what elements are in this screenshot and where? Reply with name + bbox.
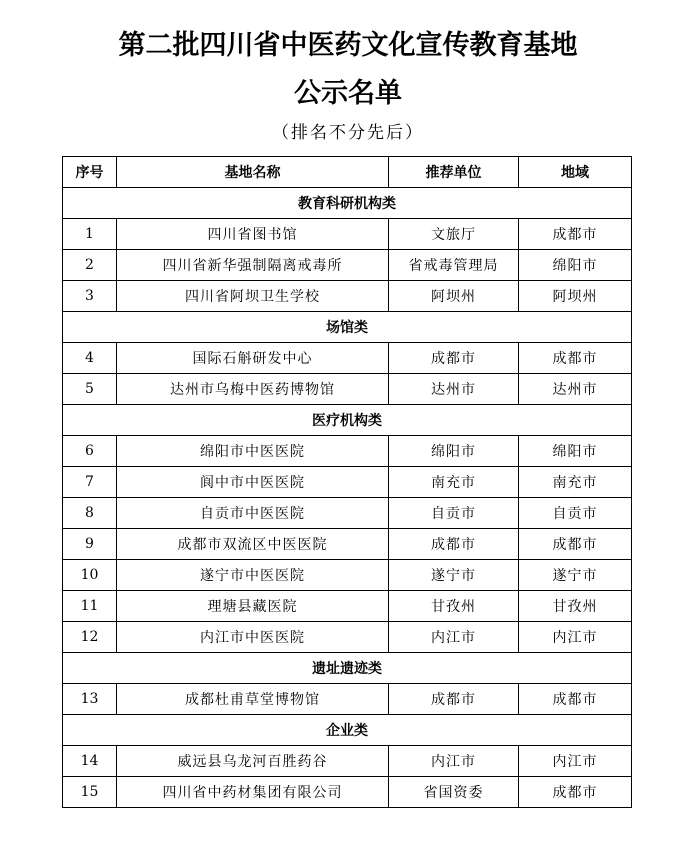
cell-number: 7	[63, 467, 117, 498]
cell-number: 2	[63, 250, 117, 281]
cell-number: 14	[63, 746, 117, 777]
cell-base-name: 遂宁市中医医院	[117, 560, 389, 591]
category-label: 教育科研机构类	[63, 188, 632, 219]
table-row	[63, 591, 632, 622]
cell-number: 1	[63, 219, 117, 250]
column-header-unit: 推荐单位	[389, 157, 519, 188]
table-row	[63, 746, 632, 777]
table-row	[63, 529, 632, 560]
column-header-no: 序号	[63, 157, 117, 188]
cell-region: 成都市	[519, 219, 632, 250]
cell-number: 3	[63, 281, 117, 312]
cell-recommending-unit: 省国资委	[389, 777, 519, 808]
category-row	[63, 405, 632, 436]
cell-base-name: 四川省阿坝卫生学校	[117, 281, 389, 312]
document-title-line-2: 公示名单	[294, 78, 402, 109]
cell-number: 5	[63, 374, 117, 405]
cell-base-name: 阆中市中医医院	[117, 467, 389, 498]
document-title-line-1: 第二批四川省中医药文化宣传教育基地	[118, 30, 578, 61]
cell-recommending-unit: 自贡市	[389, 498, 519, 529]
category-label: 遗址遗迹类	[63, 653, 632, 684]
column-header-name: 基地名称	[117, 157, 389, 188]
category-row	[63, 715, 632, 746]
cell-recommending-unit: 南充市	[389, 467, 519, 498]
cell-recommending-unit: 省戒毒管理局	[389, 250, 519, 281]
table-row	[63, 250, 632, 281]
category-row	[63, 188, 632, 219]
cell-recommending-unit: 甘孜州	[389, 591, 519, 622]
category-row	[63, 312, 632, 343]
column-header-region: 地域	[519, 157, 632, 188]
cell-number: 15	[63, 777, 117, 808]
table-row	[63, 622, 632, 653]
document-subtitle: （排名不分先后）	[272, 123, 424, 143]
cell-region: 甘孜州	[519, 591, 632, 622]
cell-recommending-unit: 绵阳市	[389, 436, 519, 467]
cell-number: 9	[63, 529, 117, 560]
table-row	[63, 777, 632, 808]
cell-base-name: 达州市乌梅中医药博物馆	[117, 374, 389, 405]
cell-recommending-unit: 文旅厅	[389, 219, 519, 250]
cell-recommending-unit: 成都市	[389, 684, 519, 715]
cell-region: 达州市	[519, 374, 632, 405]
table-row	[63, 343, 632, 374]
cell-number: 10	[63, 560, 117, 591]
cell-base-name: 内江市中医医院	[117, 622, 389, 653]
table-row	[63, 219, 632, 250]
cell-base-name: 成都杜甫草堂博物馆	[117, 684, 389, 715]
table-row	[63, 436, 632, 467]
cell-number: 13	[63, 684, 117, 715]
cell-base-name: 四川省图书馆	[117, 219, 389, 250]
category-label: 医疗机构类	[63, 405, 632, 436]
cell-region: 遂宁市	[519, 560, 632, 591]
cell-region: 自贡市	[519, 498, 632, 529]
cell-base-name: 四川省新华强制隔离戒毒所	[117, 250, 389, 281]
cell-recommending-unit: 阿坝州	[389, 281, 519, 312]
cell-number: 11	[63, 591, 117, 622]
table-header-row	[63, 157, 632, 188]
cell-region: 南充市	[519, 467, 632, 498]
table-body	[63, 188, 632, 808]
cell-region: 内江市	[519, 746, 632, 777]
cell-base-name: 四川省中药材集团有限公司	[117, 777, 389, 808]
table-row	[63, 560, 632, 591]
cell-region: 成都市	[519, 343, 632, 374]
cell-base-name: 成都市双流区中医医院	[117, 529, 389, 560]
cell-region: 绵阳市	[519, 250, 632, 281]
base-list-table	[62, 156, 632, 808]
cell-recommending-unit: 成都市	[389, 529, 519, 560]
cell-region: 成都市	[519, 529, 632, 560]
table-row	[63, 498, 632, 529]
cell-number: 8	[63, 498, 117, 529]
cell-region: 绵阳市	[519, 436, 632, 467]
cell-recommending-unit: 内江市	[389, 746, 519, 777]
cell-recommending-unit: 达州市	[389, 374, 519, 405]
cell-region: 内江市	[519, 622, 632, 653]
cell-recommending-unit: 成都市	[389, 343, 519, 374]
table-row	[63, 374, 632, 405]
cell-number: 12	[63, 622, 117, 653]
cell-base-name: 理塘县藏医院	[117, 591, 389, 622]
cell-region: 成都市	[519, 684, 632, 715]
table-row	[63, 281, 632, 312]
cell-recommending-unit: 遂宁市	[389, 560, 519, 591]
category-label: 企业类	[63, 715, 632, 746]
cell-region: 阿坝州	[519, 281, 632, 312]
cell-region: 成都市	[519, 777, 632, 808]
table-row	[63, 684, 632, 715]
cell-number: 4	[63, 343, 117, 374]
cell-recommending-unit: 内江市	[389, 622, 519, 653]
category-label: 场馆类	[63, 312, 632, 343]
cell-base-name: 自贡市中医医院	[117, 498, 389, 529]
cell-number: 6	[63, 436, 117, 467]
cell-base-name: 绵阳市中医医院	[117, 436, 389, 467]
cell-base-name: 威远县乌龙河百胜药谷	[117, 746, 389, 777]
cell-base-name: 国际石斛研发中心	[117, 343, 389, 374]
category-row	[63, 653, 632, 684]
table-row	[63, 467, 632, 498]
